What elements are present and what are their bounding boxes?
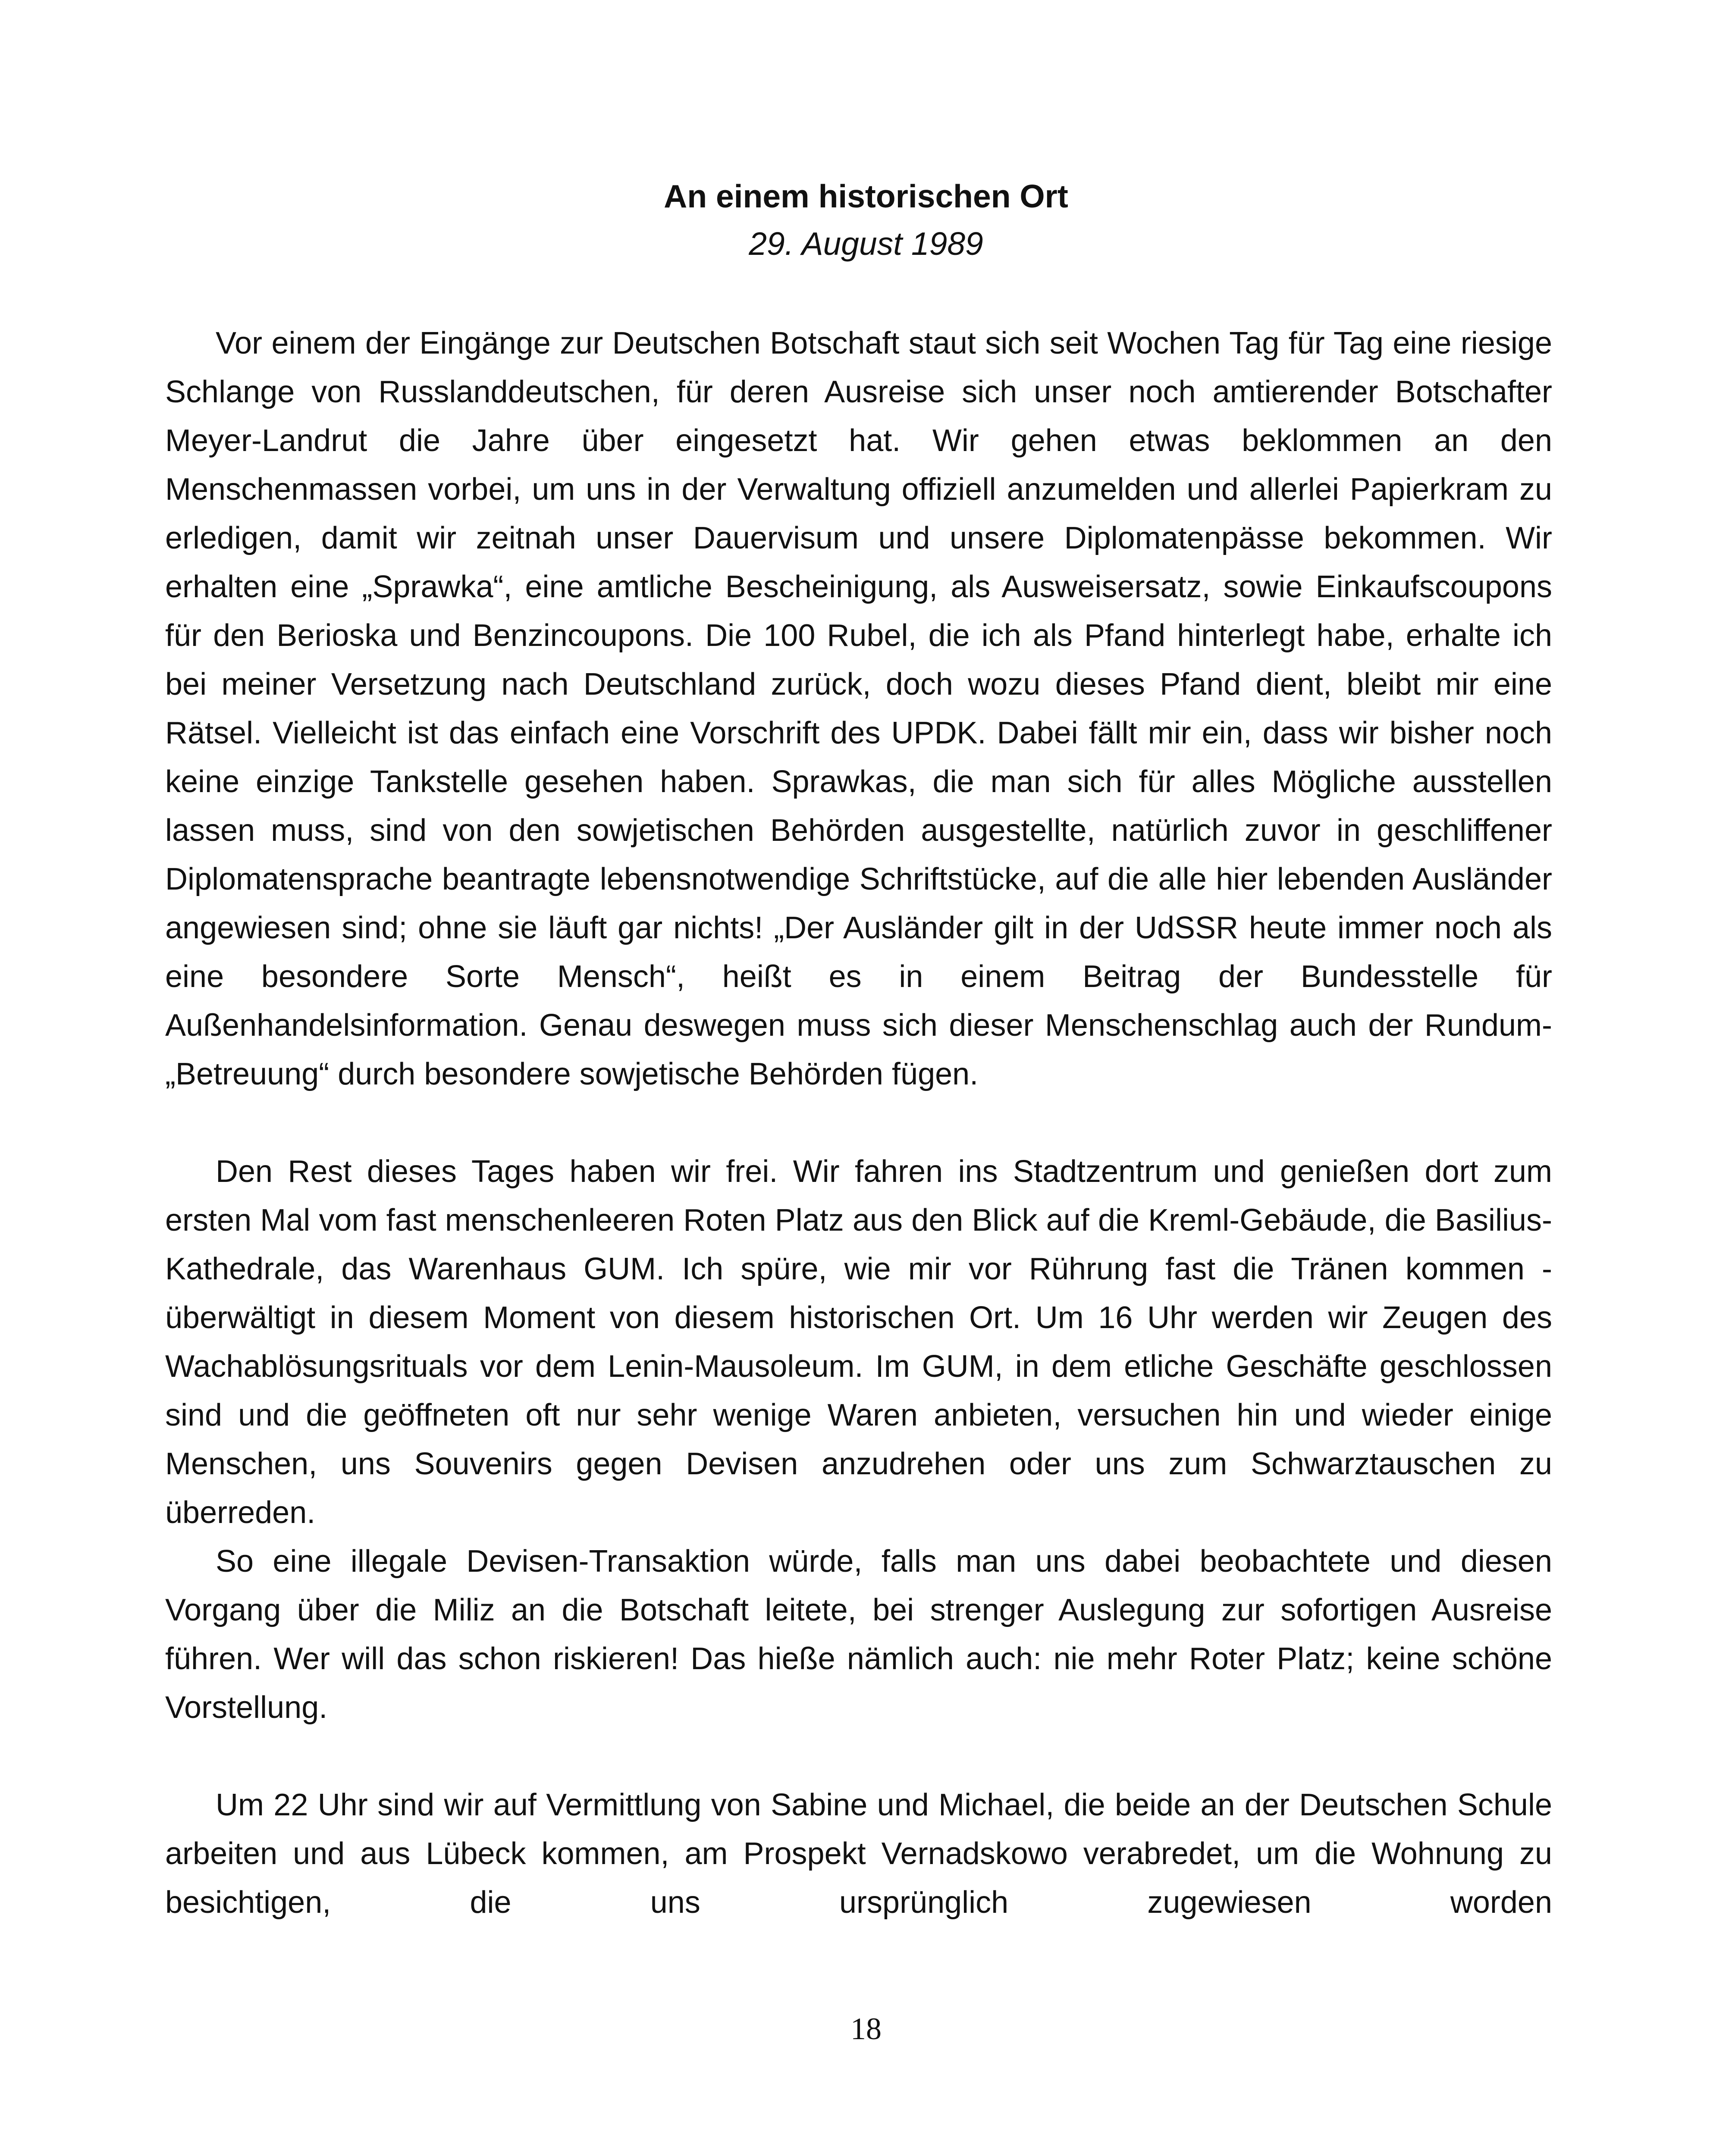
paragraph: Vor einem der Eingänge zur Deutschen Botschaft staut sich seit Wochen Tag für Tag eine riesige Schlange von Russlanddeutschen, für deren Ausreise sich unser noch amtierender Botschafter Meyer-Landrut die Jahre über eingesetzt hat. Wir gehen etwas beklommen an den Menschenmassen vorbei, um uns in der Verwaltung offiziell anzumelden und allerlei Papierkram zu erledigen, damit wir zeitnah unser Dauervisum und unsere Diplomatenpässe bekommen. Wir erhalten eine „Sprawka“, eine amtliche Bescheinigung, als Ausweisersatz, sowie Einkaufscoupons für den Berioska und Benzincoupons. Die 100 Rubel, die ich als Pfand hinterlegt habe, erhalte ich bei meiner Versetzung nach Deutschland zurück, doch wozu dieses Pfand dient, bleibt mir eine Rätsel. Vielleicht ist das einfach eine Vorschrift des UPDK. Dabei fällt mir ein, dass wir bisher noch keine einzige Tankstelle gesehen haben. Sprawkas, die man sich für alles Mögliche ausstellen lassen muss, sind von den sowjetischen Behörden ausgestellte, natürlich zuvor in geschliffener Diplomatensprache beantragte lebensnotwendige Schriftstücke, auf die alle hier lebenden Ausländer angewiesen sind; ohne sie läuft gar nichts! „Der Ausländer gilt in der UdSSR heute immer noch als eine besondere Sorte Mensch“, heißt es in einem Beitrag der Bundesstelle für Außenhandelsinformation. Genau deswegen muss sich dieser Menschenschlag auch der Rundum-„Betreuung“ durch besondere sowjetische Behörden fügen. bbox=[165, 326, 1552, 1091]
paragraph-spacer bbox=[165, 1732, 1552, 1781]
paragraph-continued: Um 22 Uhr sind wir auf Vermittlung von Sabine und Michael, die beide an der Deutschen Schule arbeiten und aus Lübeck kommen, am Prospekt Vernadskowo verabredet, um die Wohnung zu besichtigen, die uns ursprünglich zugewiesen worden bbox=[165, 1788, 1552, 1920]
paragraph: Den Rest dieses Tages haben wir frei. Wir fahren ins Stadtzentrum und genießen dort zum ersten Mal vom fast menschenleeren Roten Platz aus den Blick auf die Kreml-Gebäude, die Basilius-Kathedrale, das Warenhaus GUM. Ich spüre, wie mir vor Rührung fast die Tränen kommen - überwältigt in diesem Moment von diesem historischen Ort. Um 16 Uhr werden wir Zeugen des Wachablösungsrituals vor dem Lenin-Mausoleum. Im GUM, in dem etliche Geschäfte geschlossen sind und die geöffneten oft nur sehr wenige Waren anbieten, versuchen hin und wieder einige Menschen, uns Souvenirs gegen Devisen anzudrehen oder uns zum Schwarztauschen zu überreden. bbox=[165, 1154, 1552, 1530]
paragraph: So eine illegale Devisen-Transaktion würde, falls man uns dabei beobachtete und diesen Vorgang über die Miliz an die Botschaft leitete, bei strenger Auslegung zur sofortigen Ausreise führen. Wer will das schon riskieren! Das hieße nämlich auch: nie mehr Roter Platz; keine schöne Vorstellung. bbox=[165, 1544, 1552, 1725]
paragraph-spacer bbox=[165, 1099, 1552, 1147]
chapter-date: 29. August 1989 bbox=[749, 226, 983, 262]
body-text bbox=[165, 319, 1552, 1927]
page-number: 18 bbox=[850, 2012, 882, 2046]
chapter-title: An einem historischen Ort bbox=[664, 178, 1068, 214]
chapter-heading bbox=[165, 172, 1567, 267]
